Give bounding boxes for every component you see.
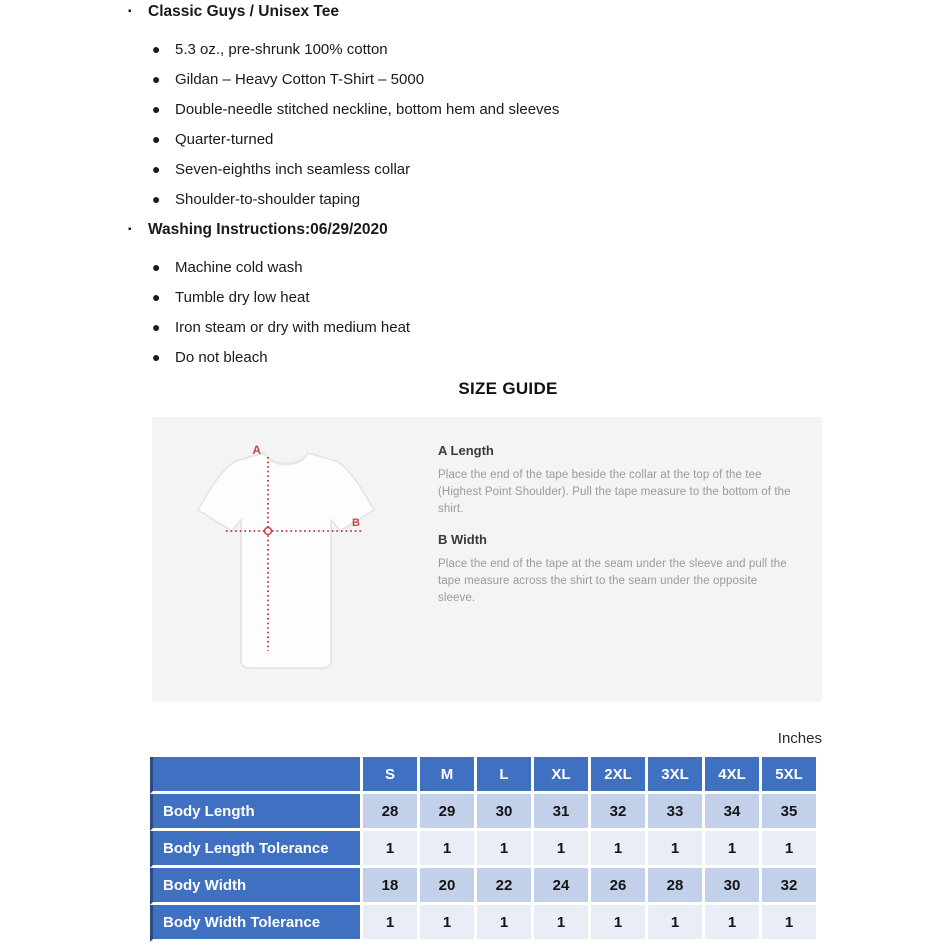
feature-section-title: Classic Guys / Unisex Tee	[148, 3, 339, 20]
length-instruction	[438, 444, 794, 518]
size-chart-cell: 1	[762, 831, 819, 868]
size-chart-row	[150, 831, 819, 868]
size-chart-cell: 1	[705, 831, 762, 868]
size-chart-header-cell: 5XL	[762, 757, 819, 794]
feature-item-text: 5.3 oz., pre-shrunk 100% cotton	[175, 41, 388, 58]
feature-item	[0, 101, 950, 118]
size-chart-cell: 1	[420, 905, 477, 942]
size-chart-cell: 22	[477, 868, 534, 905]
size-chart-cell: 32	[762, 868, 819, 905]
feature-item	[0, 191, 950, 208]
feature-section-title-row	[0, 3, 950, 20]
feature-item-text: Double-needle stitched neckline, bottom hem and sleeves	[175, 101, 560, 118]
feature-item-text: Gildan – Heavy Cotton T-Shirt – 5000	[175, 71, 425, 88]
size-chart-cell: 30	[477, 794, 534, 831]
square-bullet-icon: ▪	[128, 6, 132, 17]
washing-item	[0, 259, 950, 276]
washing-item	[0, 319, 950, 336]
washing-section-title: Washing Instructions:06/29/2020	[148, 221, 388, 238]
feature-item	[0, 41, 950, 58]
size-chart-cell: 1	[648, 831, 705, 868]
dot-bullet-icon: ●	[152, 41, 161, 57]
size-chart-cell: 1	[534, 831, 591, 868]
size-chart-cell: 35	[762, 794, 819, 831]
washing-item-text: Machine cold wash	[175, 259, 303, 276]
dot-bullet-icon: ●	[152, 349, 161, 365]
dot-bullet-icon: ●	[152, 101, 161, 117]
size-chart-cell: 24	[534, 868, 591, 905]
size-chart-cell: 1	[762, 905, 819, 942]
size-chart-header-cell: M	[420, 757, 477, 794]
measure-cross-point	[265, 528, 272, 535]
feature-item	[0, 131, 950, 148]
size-chart-cell: 29	[420, 794, 477, 831]
washing-item-text: Iron steam or dry with medium heat	[175, 319, 411, 336]
product-details-list	[0, 0, 950, 366]
width-instruction-text: Place the end of the tape at the seam under the sleeve and pull the tape measure across the shirt to the seam under the opposite sleeve.	[438, 558, 787, 604]
size-chart-row-label: Body Length	[150, 794, 363, 831]
size-chart-row	[150, 868, 819, 905]
size-chart-cell: 32	[591, 794, 648, 831]
dot-bullet-icon: ●	[152, 131, 161, 147]
size-chart-cell: 30	[705, 868, 762, 905]
size-chart-header-cell: S	[363, 757, 420, 794]
size-chart-cell: 34	[705, 794, 762, 831]
width-instruction	[438, 533, 794, 607]
feature-item	[0, 161, 950, 178]
size-chart-cell: 1	[591, 831, 648, 868]
size-guide-panel	[152, 417, 822, 702]
size-chart-row-label: Body Width	[150, 868, 363, 905]
size-chart-row-label: Body Width Tolerance	[150, 905, 363, 942]
size-chart-cell: 28	[648, 868, 705, 905]
size-chart-table	[150, 757, 819, 942]
washing-section-title-row	[0, 221, 950, 238]
size-chart-cell: 1	[591, 905, 648, 942]
size-chart-cell: 1	[363, 831, 420, 868]
feature-item-text: Shoulder-to-shoulder taping	[175, 191, 361, 208]
size-chart-header-cell: L	[477, 757, 534, 794]
dot-bullet-icon: ●	[152, 319, 161, 335]
length-instruction-text: Place the end of the tape beside the collar at the top of the tee (Highest Point Shoulder). Pull the tape measure to the bottom of the shirt.	[438, 469, 791, 515]
size-chart-row	[150, 794, 819, 831]
size-chart-cell: 1	[705, 905, 762, 942]
width-instruction-title: B Width	[438, 532, 487, 547]
washing-item	[0, 349, 950, 366]
dot-bullet-icon: ●	[152, 289, 161, 305]
size-chart-header-cell: XL	[534, 757, 591, 794]
size-chart-cell: 1	[648, 905, 705, 942]
measurement-instructions	[438, 444, 794, 607]
units-label: Inches	[777, 730, 822, 747]
square-bullet-icon: ▪	[128, 224, 132, 235]
size-chart-cell: 31	[534, 794, 591, 831]
tshirt-measurement-diagram	[180, 437, 392, 687]
size-chart-cell: 20	[420, 868, 477, 905]
size-chart-cell: 26	[591, 868, 648, 905]
size-chart-cell: 1	[477, 831, 534, 868]
dot-bullet-icon: ●	[152, 161, 161, 177]
dot-bullet-icon: ●	[152, 71, 161, 87]
size-chart-row-label: Body Length Tolerance	[150, 831, 363, 868]
size-chart-row	[150, 905, 819, 942]
size-chart-header-cell: 2XL	[591, 757, 648, 794]
size-chart-header-row	[150, 757, 819, 794]
measure-label-a: A	[252, 443, 261, 457]
tshirt-shape	[198, 453, 374, 668]
size-chart-corner-cell	[150, 757, 363, 794]
size-chart-cell: 28	[363, 794, 420, 831]
size-guide-heading: SIZE GUIDE	[458, 379, 558, 398]
feature-item-text: Seven-eighths inch seamless collar	[175, 161, 411, 178]
size-chart-cell: 1	[363, 905, 420, 942]
dot-bullet-icon: ●	[152, 259, 161, 275]
size-chart-cell: 33	[648, 794, 705, 831]
washing-item-text: Do not bleach	[175, 349, 268, 366]
feature-item-text: Quarter-turned	[175, 131, 274, 148]
dot-bullet-icon: ●	[152, 191, 161, 207]
length-instruction-title: A Length	[438, 443, 494, 458]
size-chart-header-cell: 4XL	[705, 757, 762, 794]
measure-label-b: B	[352, 517, 360, 529]
size-chart-cell: 18	[363, 868, 420, 905]
size-chart-cell: 1	[420, 831, 477, 868]
size-chart-header-cell: 3XL	[648, 757, 705, 794]
washing-item	[0, 289, 950, 306]
size-chart-cell: 1	[534, 905, 591, 942]
washing-item-text: Tumble dry low heat	[175, 289, 310, 306]
feature-item	[0, 71, 950, 88]
size-chart-cell: 1	[477, 905, 534, 942]
